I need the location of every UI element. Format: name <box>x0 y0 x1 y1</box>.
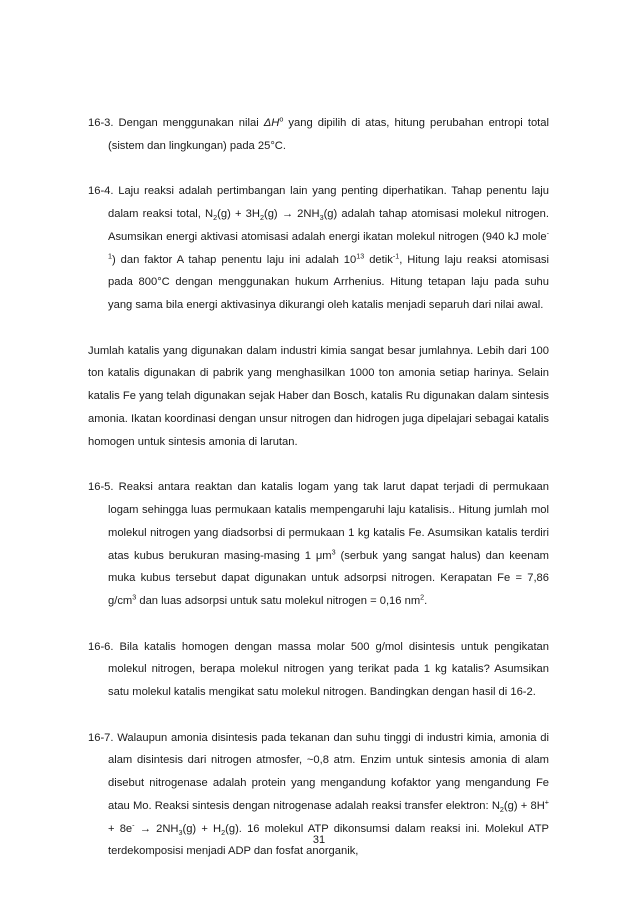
problem-text: (g) + 8H <box>503 799 545 812</box>
problem-16-6 <box>88 636 549 704</box>
subscript: 2 <box>499 805 504 815</box>
subscript: 3 <box>178 827 183 837</box>
subscript: 2 <box>221 827 226 837</box>
page-content <box>88 112 549 886</box>
superscript: 2 <box>420 592 425 602</box>
problem-text: (g) + H <box>182 822 222 835</box>
problem-16-5 <box>88 476 549 613</box>
problem-number: 16-7. <box>88 731 114 744</box>
page-number: 31 <box>312 834 326 846</box>
problem-text: , Hitung laju reaksi atomisasi pada 800°C dengan menggunakan hukum Arrhenius. Hitung tetapan laju pada suhu yang sama bila energi aktivasinya dikurangi oleh katalis menjadi separuh dari nilai awal. <box>108 253 550 312</box>
subscript: 2 <box>259 213 264 223</box>
problem-text: → 2NH <box>134 822 179 835</box>
superscript: 3 <box>331 546 336 556</box>
subscript: 2 <box>213 213 218 223</box>
problem-text: (g) adalah tahap atomisasi molekul nitrogen. Asumsikan energi aktivasi atomisasi adalah energi ikatan molekul nitrogen (940 kJ mole <box>108 207 549 243</box>
problem-number: 16-5. <box>88 481 114 494</box>
problem-16-3 <box>88 112 549 158</box>
delta-h-symbol: ΔH <box>263 117 280 129</box>
problem-text: Dengan menggunakan nilai <box>113 117 264 129</box>
superscript: 13 <box>356 250 365 260</box>
problem-text: dan luas adsorpsi untuk satu molekul nitrogen = 0,16 nm <box>136 595 421 608</box>
catalyst-paragraph: Jumlah katalis yang digunakan dalam industri kimia sangat besar jumlahnya. Lebih dari 100 ton katalis digunakan di pabrik yang menghasilkan 1000 ton amonia setiap harinya. Selain katalis Fe yang telah digunakan sejak Haber dan Bosch, katalis Ru digunakan dalam sintesis amonia. Ikatan koordinasi dengan unsur nitrogen dan hidrogen juga dipelajari sebagai katalis homogen untuk sintesis amonia di larutan. <box>88 344 549 448</box>
superscript: + <box>544 797 549 807</box>
problem-text: (g). 16 molekul ATP dikonsumsi dalam reaksi ini. Molekul ATP terdekomposisi menjadi ADP dan fosfat anorganik, <box>108 822 549 858</box>
problem-text: (serbuk yang sangat halus) dan keenam muka kubus tersebut dapat digunakan untuk adsorpsi nitrogen. Kerapatan Fe = 7,86 g/cm <box>108 549 549 608</box>
superscript: 3 <box>132 592 137 602</box>
problem-text: (g) + 3H <box>217 207 260 220</box>
problem-number: 16-4. <box>88 185 114 198</box>
problem-text: Reaksi antara reaktan dan katalis logam yang tak larut dapat terjadi di permukaan logam sehingga luas permukaan katalis mempengaruhi laju katalisis.. Hitung jumlah mol molekul nitrogen yang diadsorbsi di permukaan 1 kg katalis Fe. Asumsikan katalis terdiri atas kubus berukuran masing-masing 1 μm <box>108 481 549 562</box>
superscript: -1 <box>392 250 400 260</box>
problem-text: ) dan faktor A tahap penentu laju ini adalah 10 <box>112 253 357 266</box>
problem-text: Walaupun amonia disintesis pada tekanan dan suhu tinggi di industri kimia, amonia di alam disintesis dari nitrogen atmosfer, ~0,8 atm. Enzim untuk sintesis amonia di alam disebut nitrogenase adalah protein yang mengandung kofaktor yang mengandung Fe atau Mo. Reaksi sintesis dengan nitrogenase adalah reaksi transfer elektron: N <box>108 731 549 812</box>
problem-16-4 <box>88 180 549 317</box>
problem-text: Laju reaksi adalah pertimbangan lain yang penting diperhatikan. Tahap penentu laju dalam reaksi total, N <box>108 185 549 220</box>
superscript: o <box>279 114 284 124</box>
subscript: 3 <box>319 213 324 223</box>
superscript: -1 <box>108 228 549 260</box>
problem-number: 16-6. <box>88 640 114 653</box>
problem-text: Bila katalis homogen dengan massa molar 500 g/mol disintesis untuk pengikatan molekul nitrogen, berapa molekul nitrogen yang terikat pada 1 kg katalis? Asumsikan satu molekul katalis mengikat satu molekul nitrogen. Bandingkan dengan hasil di 16-2. <box>108 640 549 699</box>
problem-text: (g) → 2NH <box>263 207 320 220</box>
problem-text: . <box>424 595 428 608</box>
problem-text: + 8e <box>108 822 133 835</box>
problem-number: 16-3. <box>88 117 114 129</box>
problem-text: detik <box>364 253 393 266</box>
problem-text: yang dipilih di atas, hitung perubahan entropi total (sistem dan lingkungan) pada 25°C. <box>108 117 549 152</box>
superscript: - <box>132 819 135 829</box>
